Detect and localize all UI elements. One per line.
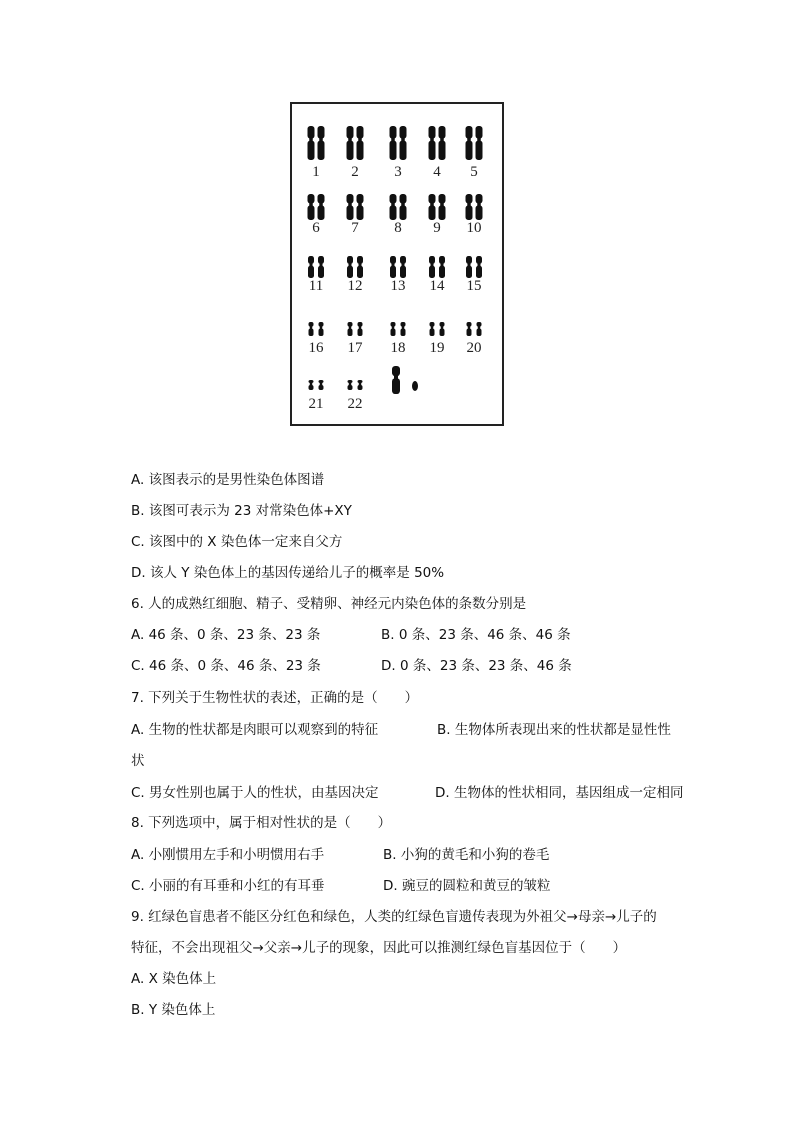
chromatid-arm — [357, 141, 364, 160]
chromatid-arm — [400, 194, 407, 203]
q7-row-ab — [131, 720, 671, 740]
chromatid-arm — [357, 194, 364, 203]
chromosome-number-label: 1 — [312, 164, 320, 180]
chromatid-arm — [429, 256, 435, 264]
centromere — [349, 382, 352, 386]
chromatid-arm — [308, 194, 315, 203]
chromosome-number-label: 7 — [351, 220, 359, 236]
centromere — [320, 326, 323, 330]
centromere — [348, 202, 352, 206]
centromere — [477, 202, 481, 206]
chromatid-arm — [400, 126, 407, 139]
chromatid-arm — [390, 205, 397, 220]
q7-option-a: A. 生物的性状都是肉眼可以观察到的特征 — [131, 722, 379, 738]
chromatid-arm — [466, 205, 473, 220]
centromere — [349, 263, 352, 267]
centromere — [309, 202, 313, 206]
centromere — [468, 326, 471, 330]
centromere — [319, 202, 323, 206]
chromatid-arm — [467, 329, 472, 336]
chromosome-number-label: 22 — [347, 396, 363, 412]
centromere — [431, 326, 434, 330]
chromosome-number-label: 8 — [394, 220, 402, 236]
chromatid-arm — [390, 194, 397, 203]
centromere — [402, 326, 405, 330]
q6-row-ab — [131, 625, 571, 645]
centromere — [391, 138, 395, 142]
centromere — [401, 202, 405, 206]
chromosome-number-label: 17 — [347, 340, 363, 356]
chromatid-arm — [466, 256, 472, 264]
q6-option-b: B. 0 条、23 条、46 条、46 条 — [381, 627, 571, 643]
centromere — [359, 382, 362, 386]
chromatid-arm — [466, 266, 472, 278]
chromatid-arm — [466, 126, 473, 139]
chromosome-number-label: 11 — [308, 278, 324, 294]
centromere — [440, 138, 444, 142]
chromatid-arm — [358, 329, 363, 336]
chromatid-arm — [476, 266, 482, 278]
chromatid-arm — [347, 205, 354, 220]
centromere — [394, 375, 398, 379]
chromatid-arm — [429, 126, 436, 139]
chromatid-arm — [439, 205, 446, 220]
chromosome-number-label: 10 — [466, 220, 482, 236]
q8-option-d: D. 豌豆的圆粒和黄豆的皱粒 — [383, 878, 551, 894]
q9-stem-line1: 9. 红绿色盲患者不能区分红色和绿色，人类的红绿色盲遗传表现为外祖父→母亲→儿子的 — [131, 909, 657, 925]
q7-row-cd — [131, 783, 684, 803]
chromatid-arm — [439, 256, 445, 264]
chromatid-arm — [439, 266, 445, 278]
chromatid-arm — [466, 194, 473, 203]
chromatid-arm — [318, 126, 325, 139]
chromosome-number-label: 12 — [347, 278, 363, 294]
centromere — [358, 202, 362, 206]
chromatid-arm — [400, 266, 406, 278]
chromatid-arm — [391, 329, 396, 336]
centromere — [478, 263, 481, 267]
chromatid-arm — [390, 266, 396, 278]
q7-option-c: C. 男女性别也属于人的性状，由基因决定 — [131, 785, 379, 801]
chromatid-arm — [357, 205, 364, 220]
centromere — [467, 138, 471, 142]
q6-row-cd — [131, 656, 572, 676]
chromatid-arm — [348, 329, 353, 336]
chromatid-arm — [439, 194, 446, 203]
chromatid-arm — [392, 366, 400, 376]
q9-stem-line2: 特征，不会出现祖父→父亲→儿子的现象，因此可以推测红绿色盲基因位于（ ） — [131, 940, 627, 956]
chromatid-arm — [440, 329, 445, 336]
karyotype-image — [292, 104, 502, 424]
centromere — [320, 382, 323, 386]
chromatid-arm — [392, 378, 400, 394]
centromere — [478, 326, 481, 330]
q6-option-d: D. 0 条、23 条、23 条、46 条 — [381, 658, 572, 674]
chromatid-arm — [318, 205, 325, 220]
q7-stem: 7. 下列关于生物性状的表述，正确的是（ ） — [131, 690, 419, 706]
q5-option-a: A. 该图表示的是男性染色体图谱 — [131, 472, 325, 488]
chromosome-number-label: 4 — [433, 164, 441, 180]
centromere — [441, 326, 444, 330]
centromere — [310, 263, 313, 267]
karyotype-figure — [290, 102, 504, 426]
centromere — [401, 138, 405, 142]
chromatid-arm — [318, 256, 324, 264]
chromosome-number-label: 15 — [466, 278, 482, 294]
chromosome-number-label: 19 — [429, 340, 445, 356]
chromatid-arm — [308, 141, 315, 160]
centromere — [392, 326, 395, 330]
centromere — [348, 138, 352, 142]
chromatid-arm — [466, 141, 473, 160]
q9-option-b: B. Y 染色体上 — [131, 1002, 216, 1018]
centromere — [349, 326, 352, 330]
centromere — [430, 202, 434, 206]
chromatid-arm — [390, 126, 397, 139]
chromatid-arm — [318, 141, 325, 160]
q8-option-c: C. 小丽的有耳垂和小红的有耳垂 — [131, 878, 325, 894]
chromosome-number-label: 3 — [394, 164, 402, 180]
chromatid-arm — [319, 329, 324, 336]
chromatid-arm — [400, 256, 406, 264]
q5-option-c: C. 该图中的 X 染色体一定来自父方 — [131, 534, 343, 550]
centromere — [402, 263, 405, 267]
q6-option-a: A. 46 条、0 条、23 条、23 条 — [131, 627, 321, 643]
chromatid-arm — [476, 256, 482, 264]
chromosome-number-label: 13 — [390, 278, 406, 294]
chromatid-arm — [476, 141, 483, 160]
centromere — [319, 138, 323, 142]
chromatid-arm — [357, 126, 364, 139]
q5-option-b: B. 该图可表示为 23 对常染色体+XY — [131, 503, 352, 519]
y-chromosome — [412, 381, 418, 391]
q9-option-a: A. X 染色体上 — [131, 971, 217, 987]
q7-option-b-wrap: 状 — [131, 753, 145, 769]
q6-option-c: C. 46 条、0 条、46 条、23 条 — [131, 658, 321, 674]
centromere — [391, 202, 395, 206]
chromatid-arm — [401, 329, 406, 336]
chromatid-arm — [430, 329, 435, 336]
chromatid-arm — [347, 266, 353, 278]
chromatid-arm — [309, 329, 314, 336]
centromere — [320, 263, 323, 267]
chromatid-arm — [429, 266, 435, 278]
centromere — [310, 382, 313, 386]
centromere — [310, 326, 313, 330]
chromatid-arm — [347, 126, 354, 139]
chromatid-arm — [476, 126, 483, 139]
chromatid-arm — [347, 256, 353, 264]
centromere — [431, 263, 434, 267]
centromere — [358, 138, 362, 142]
chromatid-arm — [357, 256, 363, 264]
chromosome-number-label: 16 — [308, 340, 324, 356]
chromatid-arm — [318, 266, 324, 278]
centromere — [392, 263, 395, 267]
q8-option-a: A. 小刚惯用左手和小明惯用右手 — [131, 847, 325, 863]
centromere — [359, 263, 362, 267]
q8-stem: 8. 下列选项中，属于相对性状的是（ ） — [131, 815, 392, 831]
chromatid-arm — [400, 205, 407, 220]
chromatid-arm — [390, 141, 397, 160]
chromosome-number-label: 6 — [312, 220, 320, 236]
chromatid-arm — [476, 194, 483, 203]
q8-row-cd — [131, 876, 551, 896]
chromatid-arm — [347, 194, 354, 203]
q6-stem: 6. 人的成熟红细胞、精子、受精卵、神经元内染色体的条数分别是 — [131, 596, 527, 612]
q7-option-b: B. 生物体所表现出来的性状都是显性性 — [437, 722, 671, 738]
chromosome-number-label: 20 — [466, 340, 482, 356]
chromosome-number-label: 18 — [390, 340, 406, 356]
chromatid-arm — [347, 141, 354, 160]
chromatid-arm — [357, 266, 363, 278]
chromosome-number-label: 2 — [351, 164, 359, 180]
chromatid-arm — [400, 141, 407, 160]
chromatid-arm — [308, 266, 314, 278]
chromatid-arm — [429, 194, 436, 203]
centromere — [441, 263, 444, 267]
q8-row-ab — [131, 845, 550, 865]
chromosome-number-label: 9 — [433, 220, 441, 236]
chromatid-arm — [477, 329, 482, 336]
chromatid-arm — [318, 194, 325, 203]
chromatid-arm — [439, 141, 446, 160]
centromere — [309, 138, 313, 142]
centromere — [440, 202, 444, 206]
chromatid-arm — [308, 126, 315, 139]
chromosome-number-label: 21 — [308, 396, 324, 412]
q5-option-d: D. 该人 Y 染色体上的基因传递给儿子的概率是 50% — [131, 565, 445, 581]
centromere — [468, 263, 471, 267]
chromatid-arm — [390, 256, 396, 264]
chromatid-arm — [439, 126, 446, 139]
centromere — [359, 326, 362, 330]
chromatid-arm — [429, 141, 436, 160]
chromosome-number-label: 5 — [470, 164, 478, 180]
chromatid-arm — [308, 205, 315, 220]
chromosome-number-label: 14 — [429, 278, 445, 294]
chromatid-arm — [476, 205, 483, 220]
q8-option-b: B. 小狗的黄毛和小狗的卷毛 — [383, 847, 550, 863]
centromere — [430, 138, 434, 142]
chromatid-arm — [308, 256, 314, 264]
q7-option-d: D. 生物体的性状相同，基因组成一定相同 — [435, 785, 684, 801]
centromere — [477, 138, 481, 142]
chromatid-arm — [429, 205, 436, 220]
centromere — [467, 202, 471, 206]
